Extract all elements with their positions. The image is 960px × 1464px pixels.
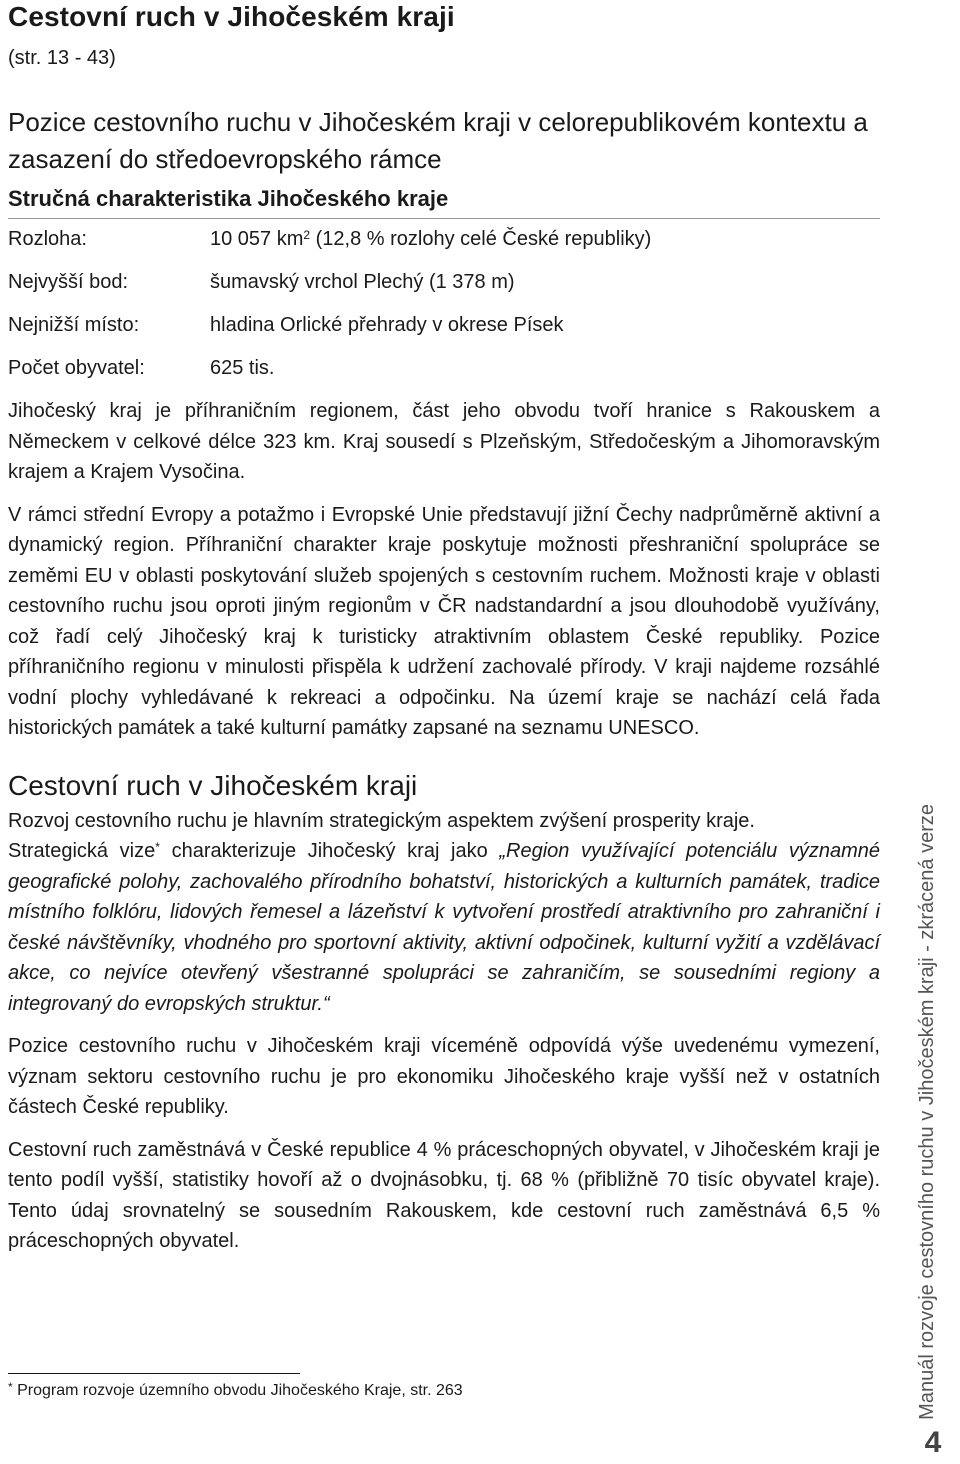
subheading-characteristics: Stručná charakteristika Jihočeského kraje — [8, 186, 449, 211]
document-page — [8, 0, 880, 1257]
fact-row-lowest — [8, 311, 651, 354]
footnote — [8, 1380, 463, 1402]
area-superscript: 2 — [303, 228, 311, 242]
section-heading-position: Pozice cestovního ruchu v Jihočeském kraji v celorepublikovém kontextu a zasazení do středoevropského rámce — [8, 107, 868, 174]
running-title-vertical: Manuál rozvoje cestovního ruchu v Jihočeském kraji - zkrácená verze — [916, 804, 938, 1420]
section-heading-tourism: Cestovní ruch v Jihočeském kraji — [8, 769, 418, 801]
footnote-divider — [8, 1373, 300, 1374]
fact-value: hladina Orlické přehrady v okrese Písek — [210, 314, 564, 336]
side-margin — [906, 770, 960, 1464]
fact-value: 625 tis. — [210, 357, 275, 379]
fact-row-highest — [8, 268, 651, 311]
paragraph-vision — [8, 836, 880, 1019]
area-number: 10 057 km — [210, 228, 304, 250]
fact-value — [210, 225, 651, 268]
fact-row-population — [8, 354, 651, 397]
paragraph-employment: Cestovní ruch zaměstnává v České republice 4 % práceschopných obyvatel, v Jihočeském kraji je tento podíl vyšší, statistiky hovoří až o dvojnásobku, tj. 68 % (přibližně 70 tisíc obyvatel kraje). Tento údaj srovnatelný se sousedním Rakouskem, kde cestovní ruch zaměstnává 6,5 % práceschopných obyvatel. — [8, 1138, 880, 1252]
paragraph-position: Pozice cestovního ruchu v Jihočeském kraji víceméně odpovídá výše uvedenému vymezení, význam sektoru cestovního ruchu je pro ekonomiku Jihočeského kraje vyšší než v ostatních částech České republiky. — [8, 1035, 880, 1118]
vision-lead: Strategická vize — [8, 840, 156, 862]
fact-value: šumavský vrchol Plechý (1 378 m) — [210, 271, 515, 293]
vision-quote: „Region využívající potenciálu významné geografické polohy, zachovalého přírodního bohatství, historických a kulturních památek, tradice místního folklóru, lidových řemesel a lázeňství k vytvoření prostředí atraktivního pro zahraniční i české návštěvníky, vhodného pro sportovní aktivity, aktivní odpočinek, kulturní vyžití a vzdělávací akce, co nejvíce otevřený všestranné spolupráci se zahraničím, se sousedními regiony a integrovaný do evropských struktur.“ — [8, 840, 881, 1015]
subheading-rule — [8, 184, 880, 219]
page-number: 4 — [924, 1426, 942, 1459]
footnote-marker: * — [155, 840, 160, 854]
page-range: (str. 13 - 43) — [8, 47, 116, 69]
fact-row-area — [8, 225, 651, 268]
paragraph-borders: Jihočeský kraj je příhraničním regionem, část jeho obvodu tvoří hranice s Rakouskem a Německem v celkové délce 323 km. Kraj sousedí s Plzeňským, Středočeským a Jihomoravským krajem a Krajem Vysočina. — [8, 400, 880, 483]
paragraph-development: Rozvoj cestovního ruchu je hlavním strategickým aspektem zvýšení prosperity kraje. — [8, 809, 755, 832]
facts-table — [8, 225, 651, 397]
fact-label: Počet obyvatel: — [8, 357, 145, 379]
footnote-text: Program rozvoje územního obvodu Jihočeského Kraje, str. 263 — [12, 1382, 463, 1399]
footnote-mark: * — [8, 1380, 13, 1394]
vision-mid: charakterizuje Jihočeský kraj jako — [159, 840, 500, 862]
document-title: Cestovní ruch v Jihočeském kraji — [8, 1, 455, 32]
fact-label: Rozloha: — [8, 228, 87, 250]
area-share: (12,8 % rozlohy celé České republiky) — [310, 228, 652, 250]
paragraph-region-profile: V rámci střední Evropy a potažmo i Evropské Unie představují jižní Čechy nadprůměrně aktivní a dynamický region. Příhraniční charakter kraje poskytuje možnosti přeshraniční spolupráce se zeměmi EU v oblasti poskytování služeb spojených s cestovním ruchem. Možnosti kraje v oblasti cestovního ruchu jsou oproti jiným regionům v ČR nadstandardní a jsou dlouhodobě využívány, což řadí celý Jihočeský kraj k turisticky atraktivním oblastem České republiky. Pozice příhraničního regionu v minulosti přispěla k udržení zachovalé přírody. V kraji najdeme rozsáhlé vodní plochy vyhledávané k rekreaci a odpočinku. Na území kraje se nachází celá řada historických památek a také kulturní památky zapsané na seznamu UNESCO. — [8, 503, 880, 739]
fact-label: Nejnižší místo: — [8, 314, 140, 336]
fact-label: Nejvyšší bod: — [8, 271, 129, 293]
